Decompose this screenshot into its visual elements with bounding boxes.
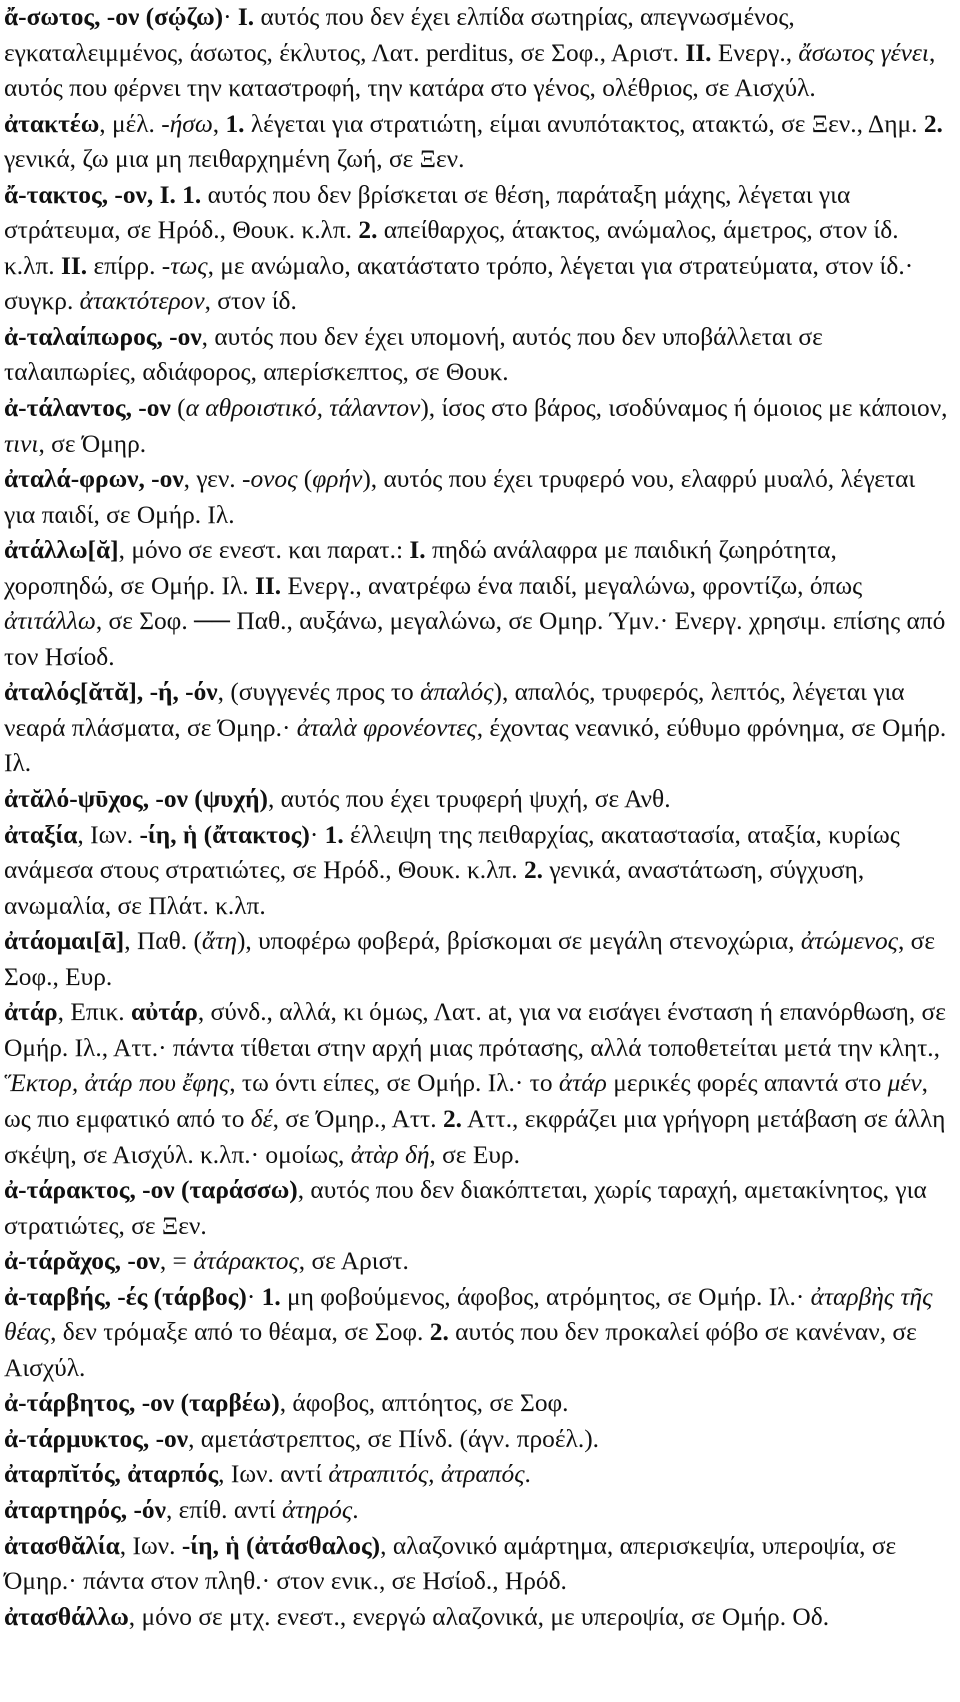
- entry-text: , αυτός που έχει τρυφερή ψυχή, σε Ανθ.: [267, 785, 671, 814]
- entry-text: πηδώ ανάλαφρα με παιδική ζωηρότητα, χοροπηδώ, σε Ομήρ. Ιλ.: [4, 536, 837, 600]
- entry-text: , =: [159, 1247, 194, 1276]
- entry-headword: ἀτασθάλλω: [4, 1602, 129, 1631]
- entry-headword: ἀτάρ: [4, 998, 58, 1027]
- entry-text: (: [170, 394, 186, 423]
- entry-text: , τω όντι είπες, σε Ομήρ. Ιλ.· το: [229, 1069, 559, 1098]
- entry-text: , Παθ. (: [124, 927, 202, 956]
- entry-bold-text: II.: [685, 38, 712, 67]
- entry-headword: ἀ-τάρᾰχος, -ον: [4, 1247, 160, 1276]
- entry-text: ), αυτός που έχει τρυφερό νου, ελαφρύ μυαλό, λέγεται για παιδί, σε Ομήρ. Ιλ.: [4, 465, 916, 529]
- entry-text: , σε Σοφ., Ευρ.: [4, 927, 936, 991]
- dictionary-entry: [4, 1493, 952, 1529]
- dictionary-entry: [4, 782, 952, 818]
- dictionary-entry: [4, 107, 952, 178]
- entry-text: , δεν τρόμαξε από το θέαμα, σε Σοφ.: [50, 1318, 430, 1347]
- entry-italic-text: ἀτὰρ δή: [350, 1140, 430, 1169]
- entry-text: , αμετάστρεπτος, σε Πίνδ. (άγν. προέλ.).: [188, 1424, 599, 1453]
- entry-italic-text: ἀτάρακτος: [193, 1247, 299, 1276]
- entry-bold-text: -ίη, ἡ (ἄτακτος): [139, 820, 310, 849]
- entry-text: αυτός που δεν έχει ελπίδα σωτηρίας, απεγνωσμένος, εγκαταλειμμένος, άσωτος, έκλυτος, Λατ. perditus, σε Σοφ., Αριστ.: [4, 3, 795, 67]
- entry-text: , έχοντας νεανικό, εύθυμο φρόνημα, σε Ομήρ. Ιλ.: [4, 713, 947, 778]
- entry-text: μερικές φορές απαντά στο: [606, 1069, 888, 1098]
- entry-text: ·: [223, 3, 238, 31]
- entry-italic-text: ἄτη: [201, 927, 237, 956]
- dictionary-entry: [4, 1529, 952, 1600]
- entry-text: , σε Σοφ. ── Παθ., αυξάνω, μεγαλώνω, σε Ομηρ. Ύμν.· Ενεργ. χρησιμ. επίσης από τον Ησίοδ.: [4, 607, 946, 671]
- entry-bold-text: II.: [60, 251, 88, 280]
- entry-text: , σε Όμηρ.: [38, 429, 147, 458]
- entry-text: ,: [212, 109, 226, 138]
- dictionary-entry: [4, 533, 952, 675]
- entry-text: Αττ., εκφράζει μια γρήγορη μετάβαση σε άλλη σκέψη, σε Αισχύλ. κ.λπ.· ομοίως,: [4, 1104, 946, 1169]
- entry-text: ), απαλός, τρυφερός, λεπτός, λέγεται για νεαρά πλάσματα, σε Όμηρ.·: [4, 678, 905, 742]
- entry-text: ·: [246, 1282, 262, 1311]
- entry-text: έλλειψη της πειθαρχίας, ακαταστασία, αταξία, κυρίως ανάμεσα στους στρατιώτες, σε Ηρόδ., Θουκ. κ.λπ.: [4, 820, 900, 885]
- entry-text: Ενεργ.,: [711, 38, 799, 67]
- dictionary-entry: [4, 1386, 952, 1422]
- entry-text: , επίθ. αντί: [165, 1495, 282, 1524]
- entry-headword: ἀτασθᾰλία: [4, 1531, 120, 1560]
- entry-text: ), ίσος στο βάρος, ισοδύναμος ή όμοιος με κάποιον,: [420, 394, 948, 423]
- entry-headword: ἀταξία: [4, 820, 78, 849]
- dictionary-entry: [4, 1280, 952, 1387]
- entry-headword: ἀ-τάρμυκτος, -ον: [4, 1424, 189, 1453]
- entry-bold-text: 2.: [442, 1104, 462, 1133]
- dictionary-entry: [4, 320, 952, 391]
- entry-text: γενικά, αναστάτωση, σύγχυση, ανωμαλία, σε Πλάτ. κ.λπ.: [4, 856, 865, 920]
- entry-text: , Ιων.: [119, 1531, 182, 1560]
- entry-text: , σε Ευρ.: [429, 1140, 520, 1169]
- entry-text: , μόνο σε ενεστ. και παρατ.:: [118, 536, 410, 565]
- dictionary-entry: [4, 1244, 952, 1280]
- entry-headword: ἀταλά-φρων, -ον: [4, 465, 184, 494]
- entry-text: γενικά, ζω μια μη πειθαρχημένη ζωή, σε Ξεν.: [4, 145, 465, 174]
- dictionary-entry: [4, 995, 952, 1173]
- entry-italic-text: ἀταρβὴς τῆς θέας: [4, 1282, 933, 1347]
- dictionary-entry: [4, 1457, 952, 1493]
- entry-text: επίρρ.: [87, 251, 162, 280]
- dictionary-entry: [4, 675, 952, 782]
- entry-text: , σε Όμηρ., Αττ.: [272, 1104, 443, 1133]
- entry-bold-text: 2.: [358, 216, 378, 245]
- entry-italic-text: τινι: [4, 429, 39, 458]
- entry-headword: ἀ-τάρακτος, -ον (ταράσσω): [4, 1176, 298, 1205]
- entry-bold-text: 2.: [923, 109, 943, 138]
- entry-bold-text: II.: [255, 571, 282, 600]
- entry-headword: ἀταλός[ᾰτᾰ], -ή, -όν: [4, 678, 218, 707]
- entry-text: , γεν.: [183, 465, 242, 494]
- dictionary-entry: [4, 818, 952, 925]
- entry-bold-text: I.: [409, 536, 426, 565]
- entry-italic-text: ἁπαλός: [420, 678, 494, 707]
- entry-headword: ἀταρτηρός, -όν: [4, 1495, 166, 1524]
- entry-italic-text: -τως: [161, 251, 208, 280]
- entry-italic-text: -ήσω: [161, 109, 213, 138]
- entry-italic-text: ἀτάρ: [558, 1069, 607, 1098]
- entry-headword: ἀτᾰλό-ψῡχος, -ον (ψυχή): [4, 785, 268, 814]
- entry-italic-text: ἀτακτότερον: [79, 287, 205, 316]
- entry-headword: ἀταρπῐτός, ἀταρπός: [4, 1460, 219, 1489]
- entry-text: ), υποφέρω φοβερά, βρίσκομαι σε μεγάλη στενοχώρια,: [236, 927, 801, 956]
- entry-italic-text: -ονος: [242, 465, 298, 494]
- entry-headword: ἄ-τακτος, -ον, I. 1.: [4, 180, 202, 209]
- entry-text: μη φοβούμενος, άφοβος, ατρόμητος, σε Ομήρ. Ιλ.·: [280, 1282, 811, 1311]
- entry-text: , Ιων. αντί: [218, 1460, 329, 1489]
- entry-text: απείθαρχος, άτακτος, ανώμαλος, άμετρος, στον ίδ. κ.λπ.: [4, 216, 899, 280]
- entry-text: , άφοβος, απτόητος, σε Σοφ.: [279, 1389, 569, 1418]
- entry-bold-text: I.: [237, 3, 255, 31]
- entry-bold-text: 1.: [225, 109, 245, 138]
- entry-text: , αλαζονικό αμάρτημα, απερισκεψία, υπεροψία, σε Όμηρ.· πάντα στον πληθ.· στον ενικ., σε Ησίοδ., Ηρόδ.: [4, 1531, 897, 1596]
- entry-text: , σύνδ., αλλά, κι όμως, Λατ. at, για να εισάγει ένσταση ή επανόρθωση, σε Ομήρ. Ιλ., Αττ.· πάντα τίθεται στην αρχή μιας πρότασης, αλλά τοποθετείται μετά την κλητ.,: [4, 998, 946, 1062]
- dictionary-entry: [4, 391, 952, 462]
- entry-italic-text: δέ: [250, 1104, 273, 1133]
- entry-italic-text: ἄσωτος γένει: [798, 38, 929, 67]
- entry-italic-text: ἀταλὰ φρονέοντες: [296, 713, 477, 742]
- entry-headword: ἀ-τάρβητος, -ον (ταρβέω): [4, 1389, 280, 1418]
- entry-text: ·: [309, 820, 325, 849]
- entry-headword: ἀ-ταλαίπωρος, -ον: [4, 322, 202, 351]
- entry-text: , στον ίδ.: [204, 287, 297, 316]
- entry-italic-text: φρήν: [312, 465, 363, 494]
- dictionary-entry: [4, 1600, 952, 1636]
- entry-text: , σε Αριστ.: [298, 1247, 409, 1276]
- entry-text: , ως πιο εμφατικό από το: [4, 1069, 929, 1133]
- dictionary-entry: [4, 1422, 952, 1458]
- entry-text: , μόνο σε μτχ. ενεστ., ενεργώ αλαζονικά, με υπεροψία, σε Ομήρ. Οδ.: [128, 1602, 830, 1631]
- entry-text: , με ανώμαλο, ακατάστατο τρόπο, λέγεται για στρατεύματα, στον ίδ.· συγκρ.: [4, 251, 914, 316]
- entry-bold-text: -ίη, ἡ (ἀτάσθαλος): [181, 1531, 381, 1560]
- dictionary-entry: [4, 178, 952, 320]
- entry-bold-text: 1.: [324, 820, 344, 849]
- entry-text: λέγεται για στρατιώτη, είμαι ανυπότακτος, ατακτώ, σε Ξεν., Δημ.: [244, 109, 924, 138]
- entry-text: Ενεργ., ανατρέφω ένα παιδί, μεγαλώνω, φροντίζω, όπως: [281, 571, 863, 600]
- entry-bold-text: 2.: [429, 1318, 449, 1347]
- dictionary-entry: [4, 1173, 952, 1244]
- entry-text: .: [352, 1495, 359, 1524]
- entry-headword: ἄ-σωτος, -ον (σῴζω): [4, 3, 224, 31]
- entry-bold-text: αὐτάρ: [131, 998, 198, 1027]
- entry-text: .: [524, 1460, 531, 1489]
- entry-text: , αυτός που δεν διακόπτεται, χωρίς ταραχή, αμετακίνητος, για στρατιώτες, σε Ξεν.: [4, 1176, 927, 1240]
- entry-bold-text: 1.: [261, 1282, 281, 1311]
- entry-italic-text: ἀτραπιτός, ἀτραπός: [328, 1460, 525, 1489]
- entry-text: , (συγγενές προς το: [217, 678, 421, 707]
- dictionary-entry: [4, 924, 952, 995]
- entry-text: , αυτός που δεν έχει υπομονή, αυτός που δεν υποβάλλεται σε ταλαιπωρίες, αδιάφορος, απερίσκεπτος, σε Θουκ.: [4, 322, 823, 387]
- entry-text: (: [297, 465, 313, 494]
- entry-headword: ἀ-τάλαντος, -ον: [4, 394, 171, 423]
- entry-headword: ἀτακτέω: [4, 109, 100, 138]
- entry-italic-text: ἀτώμενος: [800, 927, 898, 956]
- entry-italic-text: ἀτιτάλλω: [4, 607, 96, 636]
- entry-text: , Επικ.: [57, 998, 131, 1027]
- dictionary-entry: [4, 0, 952, 107]
- entry-italic-text: ἀτηρός: [281, 1495, 353, 1524]
- entry-headword: ἀτάομαι[ᾱ]: [4, 927, 125, 956]
- entry-headword: ἀ-ταρβής, -ές (τάρβος): [4, 1282, 247, 1311]
- dictionary-entry: [4, 462, 952, 533]
- entry-headword: ἀτάλλω[ᾰ]: [4, 536, 119, 565]
- entry-text: , Ιων.: [77, 820, 140, 849]
- entry-bold-text: 2.: [523, 856, 543, 885]
- entry-italic-text: α αθροιστικό, τάλαντον: [185, 394, 421, 423]
- entry-text: αυτός που δεν βρίσκεται σε θέση, παράταξη μάχης, λέγεται για στράτευμα, σε Ηρόδ., Θουκ. κ.λπ.: [4, 180, 851, 245]
- entry-text: , αυτός που φέρνει την καταστροφή, την κατάρα στο γένος, ολέθριος, σε Αισχύλ.: [4, 38, 936, 103]
- entry-text: , μέλ.: [99, 109, 162, 138]
- entry-italic-text: μέν: [887, 1069, 922, 1098]
- entry-italic-text: Ἕκτορ, ἀτάρ που ἔφης: [4, 1069, 230, 1098]
- entry-text: αυτός που δεν προκαλεί φόβο σε κανέναν, σε Αισχύλ.: [4, 1318, 917, 1382]
